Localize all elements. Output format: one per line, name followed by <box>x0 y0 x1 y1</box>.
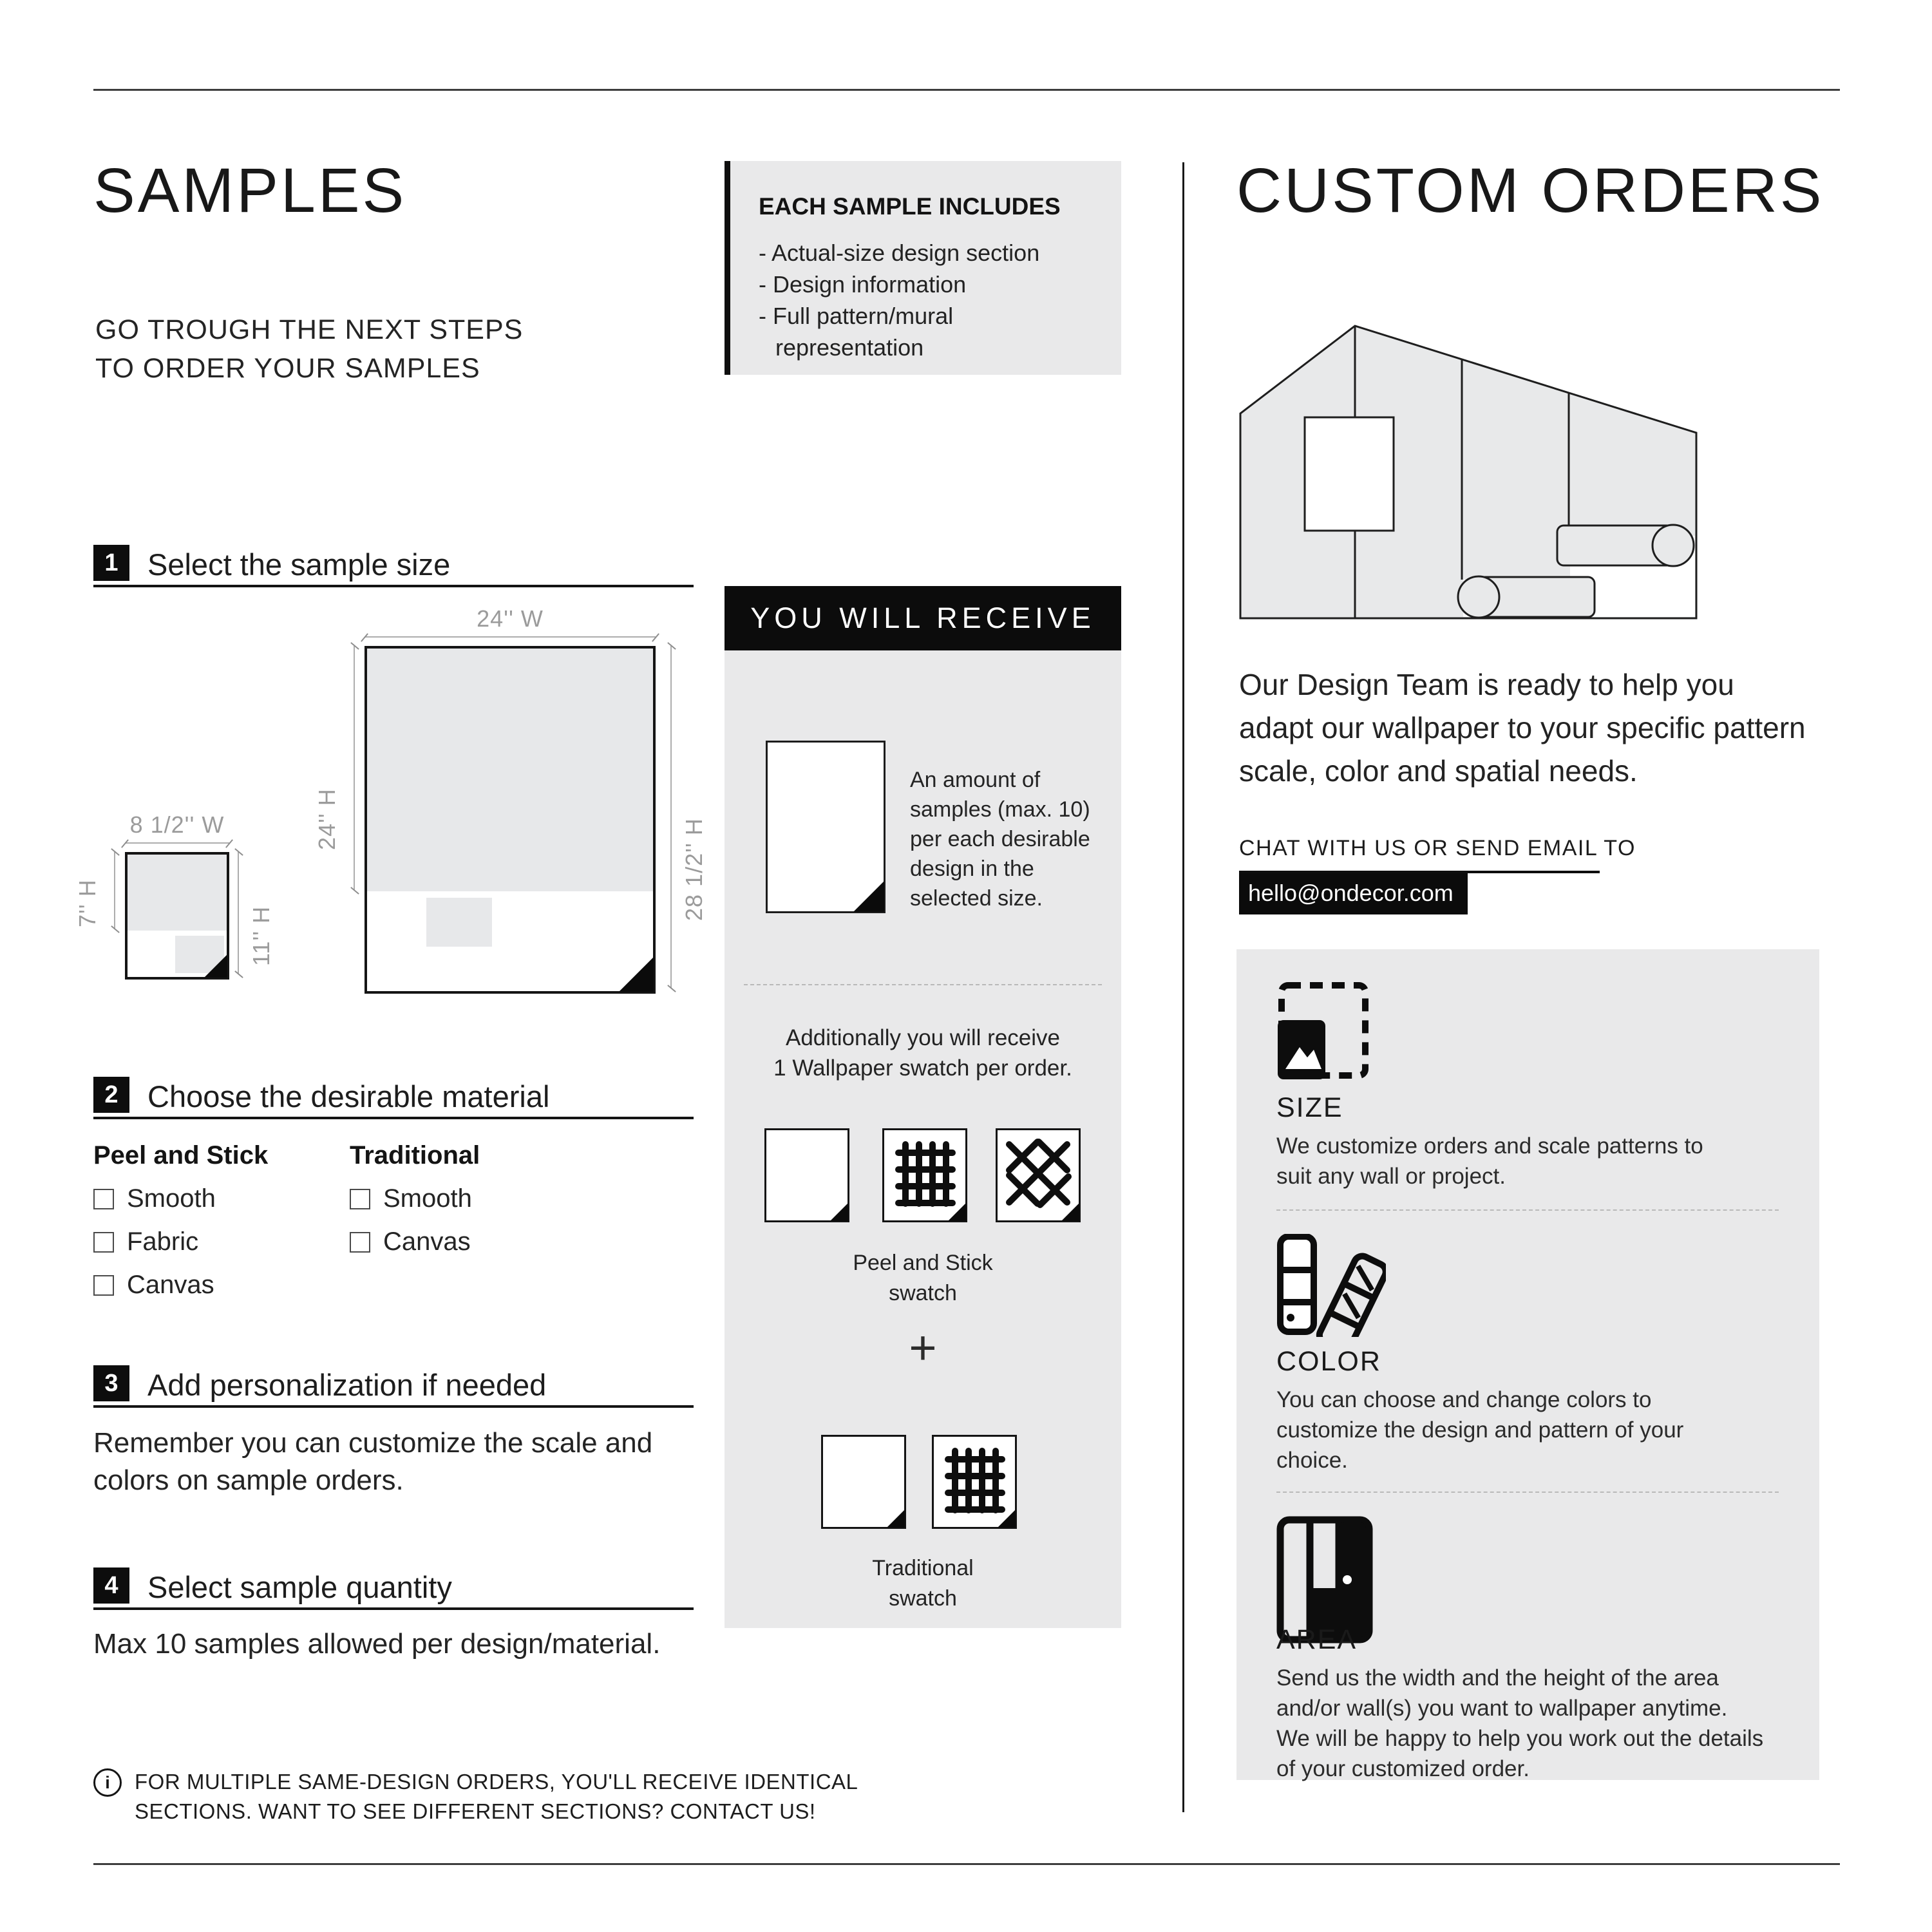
column-divider <box>1182 162 1184 1812</box>
crosshatch-pattern <box>998 1130 1079 1220</box>
plus-icon: + <box>909 1321 937 1374</box>
samples-intro-line2: TO ORDER YOUR SAMPLES <box>95 353 480 384</box>
panel-divider <box>744 984 1102 985</box>
materials-peel-column <box>93 1141 268 1300</box>
material-option-row <box>93 1227 268 1256</box>
step-4-number: 4 <box>93 1567 129 1604</box>
trad-canvas-checkbox[interactable] <box>350 1232 370 1253</box>
grid-swatch-icon <box>932 1435 1017 1529</box>
traditional-title: Traditional <box>350 1141 480 1170</box>
step-3-number: 3 <box>93 1365 129 1401</box>
peel-smooth-label: Smooth <box>127 1184 216 1213</box>
top-rule <box>93 89 1840 91</box>
peel-canvas-label: Canvas <box>127 1271 214 1299</box>
footnote-line1: FOR MULTIPLE SAME-DESIGN ORDERS, YOU'LL RECEIVE IDENTICAL <box>135 1770 858 1794</box>
small-sample-width-dimline <box>125 842 229 844</box>
feature-divider <box>1276 1209 1779 1211</box>
grid-pattern <box>934 1437 1015 1527</box>
feature-color-title: COLOR <box>1276 1346 1381 1377</box>
trad-canvas-label: Canvas <box>383 1227 471 1256</box>
crosshatch-swatch-icon <box>996 1128 1081 1222</box>
includes-title: EACH SAMPLE INCLUDES <box>759 193 1061 220</box>
peel-smooth-checkbox[interactable] <box>93 1189 114 1209</box>
feature-area-text: Send us the width and the height of the area and/or wall(s) you want to wallpaper anytime. We will be happy to help you work out the details of your customized order. <box>1276 1665 1764 1781</box>
footnote-line2: SECTIONS. WANT TO SEE DIFFERENT SECTIONS? CONTACT US! <box>135 1799 816 1823</box>
step-3-header <box>93 1365 694 1408</box>
large-sample-info-block <box>426 898 492 947</box>
large-sample-dogear-icon <box>619 957 654 992</box>
step-2-label: Choose the desirable material <box>147 1079 550 1113</box>
feature-divider <box>1276 1492 1779 1493</box>
amount-text: An amount of samples (max. 10) per each desirable design in the selected size. <box>910 768 1090 911</box>
traditional-swatch-label-line1: Traditional <box>872 1556 974 1580</box>
plain-swatch-icon <box>821 1435 906 1529</box>
step-4-header <box>93 1567 694 1610</box>
step-2-header <box>93 1077 694 1119</box>
large-sample-height-right-label: 28 1/2'' H <box>681 818 707 921</box>
footnote-text <box>135 1767 858 1826</box>
you-will-receive-banner: YOU WILL RECEIVE <box>724 586 1121 650</box>
samples-title: SAMPLES <box>93 155 407 225</box>
materials-traditional-column <box>350 1141 480 1256</box>
large-sample-width-dimline <box>365 636 656 638</box>
peel-fabric-checkbox[interactable] <box>93 1232 114 1253</box>
sample-paper-icon <box>766 741 886 913</box>
color-swatches-icon <box>1276 1234 1386 1337</box>
receive-panel <box>724 650 1121 1628</box>
includes-item: - Design information <box>759 271 967 298</box>
custom-orders-title: CUSTOM ORDERS <box>1236 155 1824 225</box>
custom-features-box <box>1236 949 1819 1780</box>
swatch-dogear-icon <box>887 1510 905 1528</box>
large-sample-sheet <box>365 646 656 994</box>
large-sample-left-dimline <box>354 646 355 891</box>
email-chip-wrap <box>1239 873 1468 914</box>
material-option-row <box>350 1184 480 1213</box>
each-sample-includes-box <box>724 161 1121 375</box>
step-3-label: Add personalization if needed <box>147 1368 547 1402</box>
material-option-row <box>93 1184 268 1213</box>
plain-swatch-icon <box>764 1128 849 1222</box>
samples-intro-line1: GO TROUGH THE NEXT STEPS <box>95 314 524 345</box>
swatch-dogear-icon <box>830 1203 848 1221</box>
feature-size-text: We customize orders and scale patterns to suit any wall or project. <box>1276 1133 1703 1189</box>
grid-swatch-icon <box>882 1128 967 1222</box>
step-2-number: 2 <box>93 1077 129 1113</box>
additional-text <box>724 1023 1121 1083</box>
trad-smooth-checkbox[interactable] <box>350 1189 370 1209</box>
large-sample-width-label: 24'' W <box>477 605 544 632</box>
small-sample-height-right-label: 11'' H <box>248 905 274 966</box>
material-option-row <box>93 1271 268 1300</box>
step-1-header <box>93 545 694 587</box>
peel-canvas-checkbox[interactable] <box>93 1275 114 1296</box>
info-icon: i <box>93 1768 122 1797</box>
peel-swatch-label-line2: swatch <box>889 1281 957 1305</box>
peel-swatch-label-line1: Peel and Stick <box>853 1251 993 1275</box>
large-sample-height-left-label: 24'' H <box>314 788 340 850</box>
house-wallpaper-illustration <box>1235 319 1701 623</box>
footnote <box>93 1767 858 1826</box>
includes-item: - Full pattern/mural representation <box>759 303 954 361</box>
large-sample-design-section <box>367 649 653 891</box>
material-option-row <box>350 1227 480 1256</box>
step-4-note: Max 10 samples allowed per design/material. <box>93 1628 661 1660</box>
small-sample-design-section <box>128 855 227 931</box>
large-sample-right-dimline <box>670 646 672 989</box>
custom-intro-text: Our Design Team is ready to help you adapt our wallpaper to your specific pattern scale, color and spatial needs. <box>1239 668 1806 788</box>
trad-smooth-label: Smooth <box>383 1184 472 1213</box>
peel-fabric-label: Fabric <box>127 1227 199 1256</box>
step-1-number: 1 <box>93 545 129 581</box>
small-sample-sheet <box>125 852 229 980</box>
small-sample-height-left-label: 7'' H <box>74 879 100 927</box>
size-crop-icon <box>1276 980 1370 1081</box>
email-link[interactable]: hello@ondecor.com <box>1239 873 1468 914</box>
chat-label: CHAT WITH US OR SEND EMAIL TO <box>1239 836 1636 860</box>
sample-size-diagram <box>74 599 712 1037</box>
additional-line1: Additionally you will receive <box>785 1025 1061 1050</box>
bottom-rule <box>93 1863 1840 1865</box>
traditional-swatch-label-line2: swatch <box>889 1586 957 1611</box>
includes-item: - Actual-size design section <box>759 240 1040 266</box>
feature-color-text: You can choose and change colors to customize the design and pattern of your choice. <box>1276 1387 1684 1473</box>
feature-size-title: SIZE <box>1276 1092 1343 1123</box>
step-1-label: Select the sample size <box>147 547 451 582</box>
paper-dogear-icon <box>853 881 884 912</box>
peel-swatch-label <box>724 1248 1121 1309</box>
small-sample-left-dimline <box>114 852 115 929</box>
grid-pattern <box>884 1130 965 1220</box>
small-sample-right-dimline <box>238 852 239 974</box>
small-sample-width-label: 8 1/2'' W <box>129 811 225 838</box>
additional-line2: 1 Wallpaper swatch per order. <box>773 1056 1072 1081</box>
step-3-note: Remember you can customize the scale and colors on sample orders. <box>93 1427 653 1496</box>
step-4-label: Select sample quantity <box>147 1570 452 1604</box>
feature-area-title: AREA <box>1276 1624 1358 1655</box>
traditional-swatch-label <box>724 1553 1121 1614</box>
samples-intro <box>95 310 523 388</box>
peel-and-stick-title: Peel and Stick <box>93 1141 269 1170</box>
